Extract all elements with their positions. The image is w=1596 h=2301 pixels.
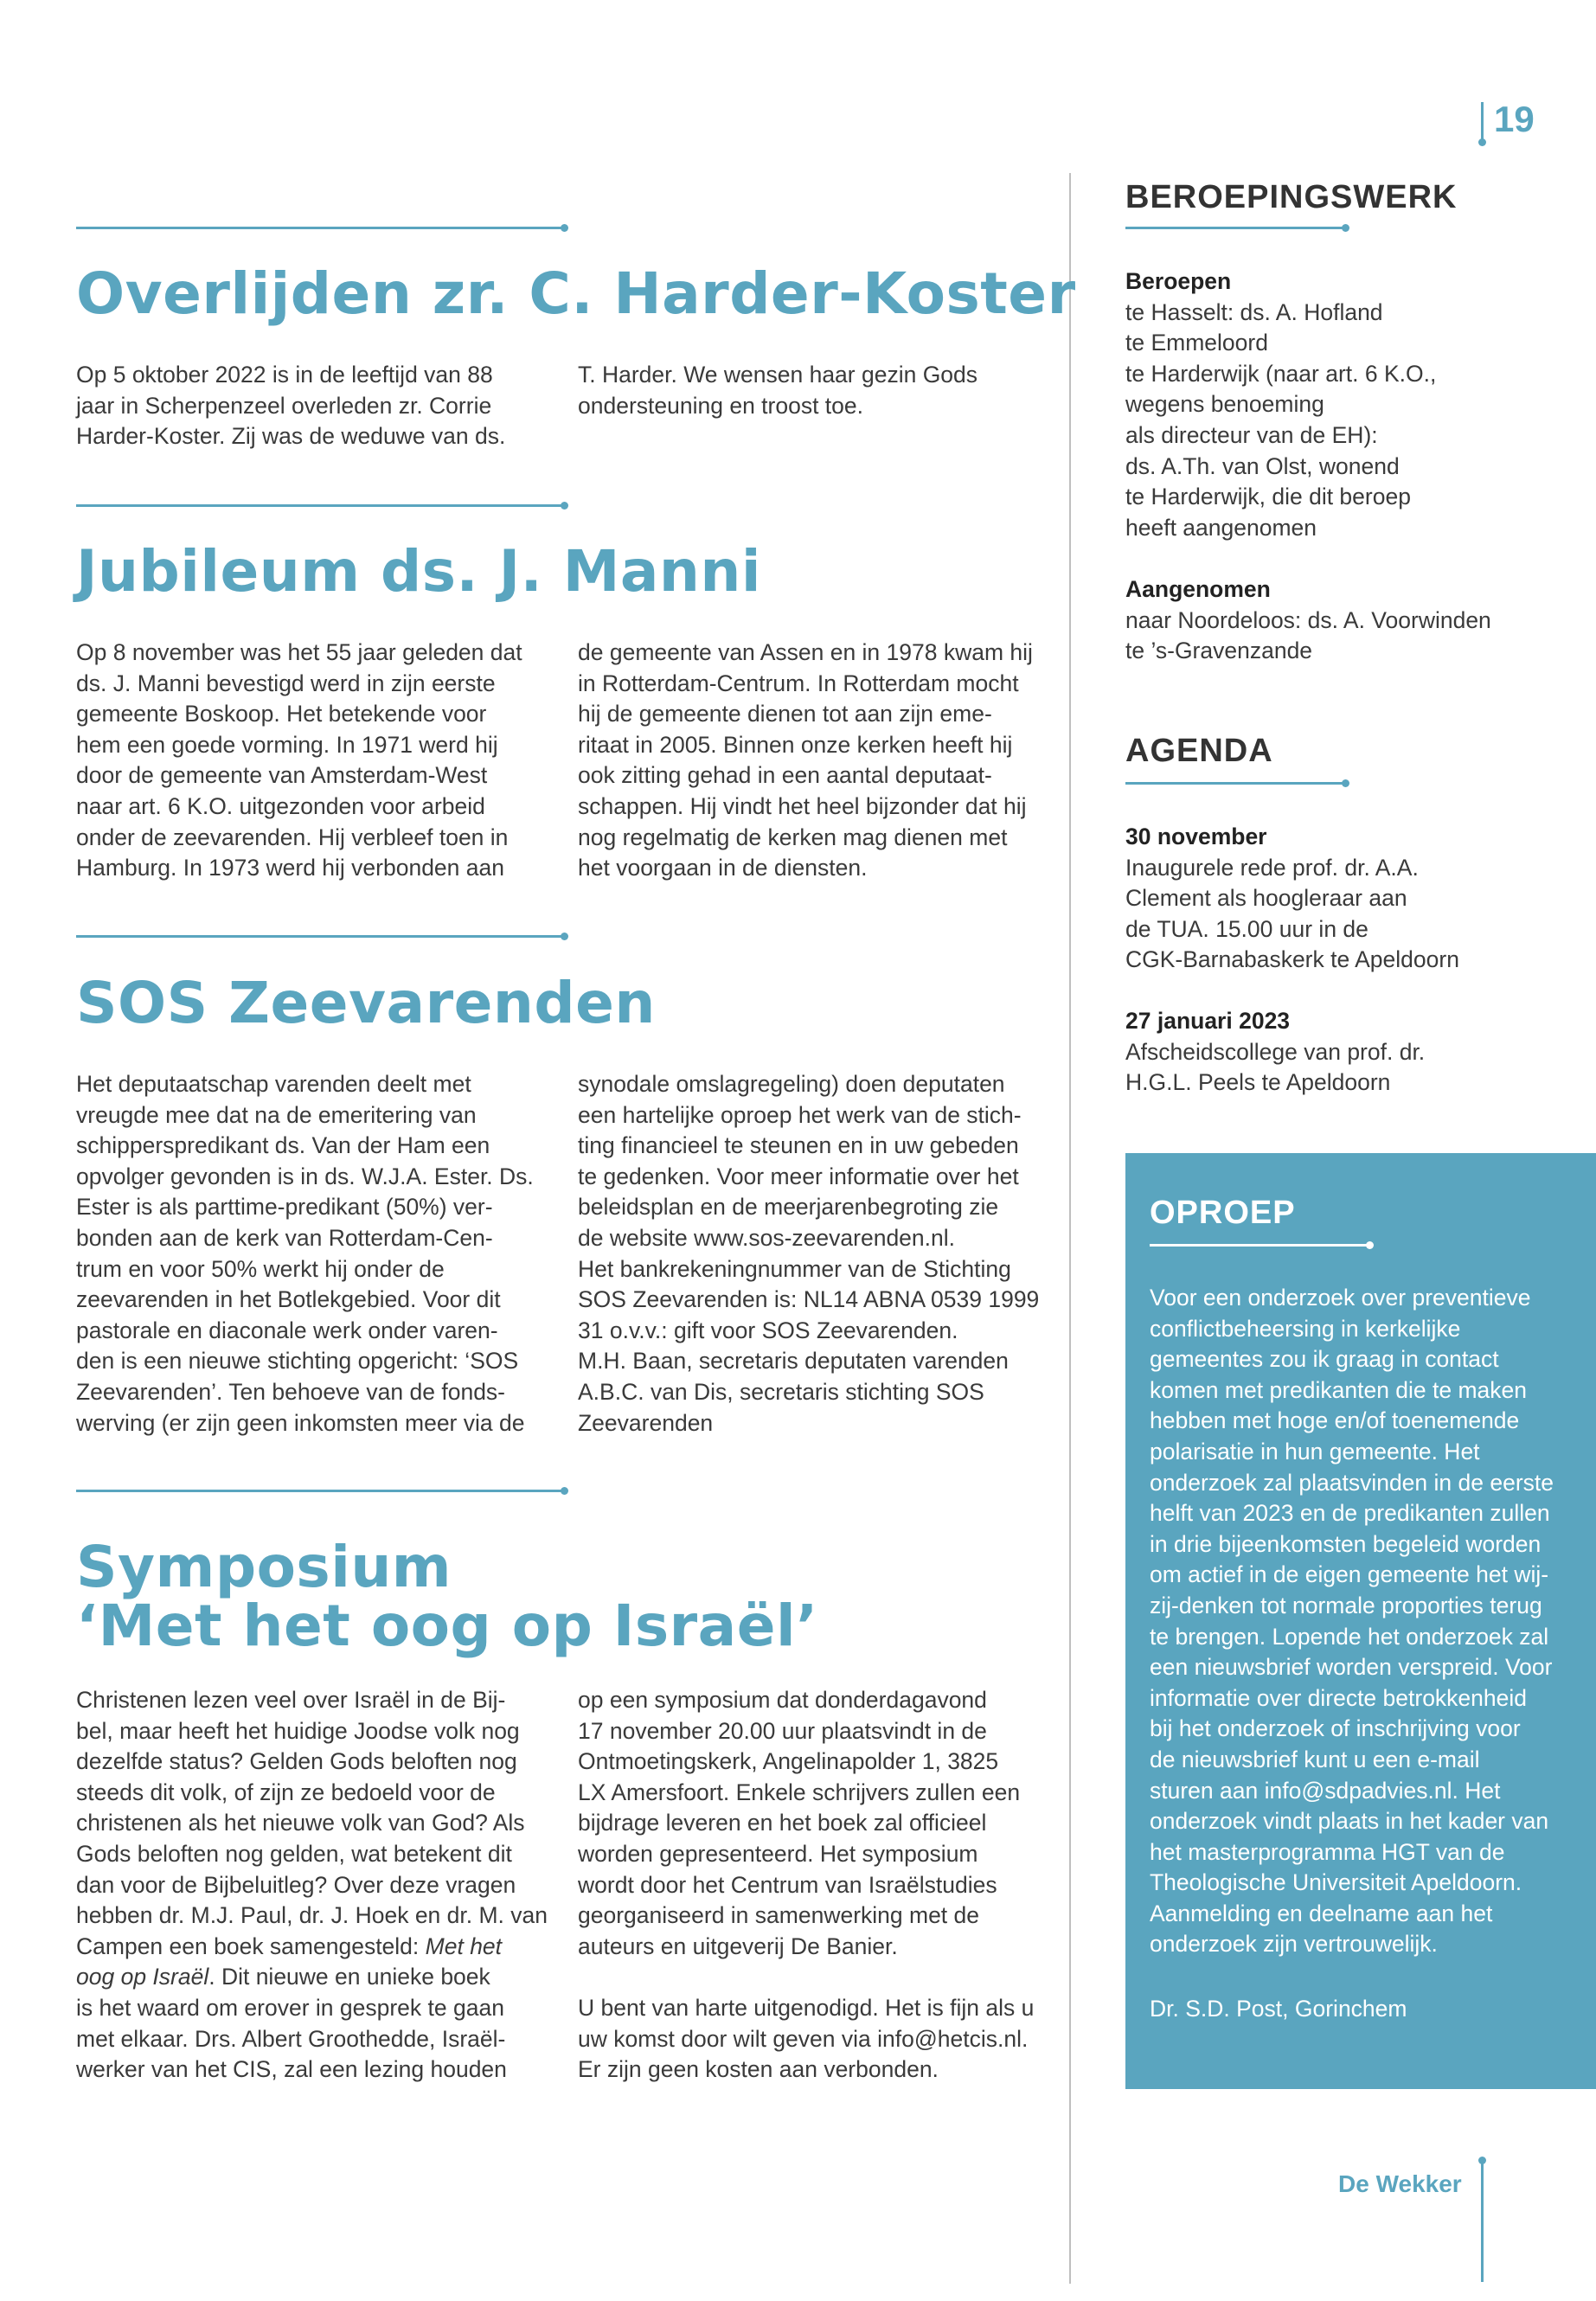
agenda-item [1125, 1006, 1575, 1099]
article-body-jubileum-col1: Op 8 november was het 55 jaar geleden dat ds. J. Manni bevestigd werd in zijn eerste gemeente Boskoop. Het betekende voor hem een goede vorming. In 1971 werd hij door de gemeente van Amsterdam-West naar art. 6 K.O. uitgezonden voor arbeid onder de zeevarenden. Hij verbleef toen in Hamburg. In 1973 werd hij verbonden aan [76, 639, 522, 881]
agenda-date: 27 januari 2023 [1125, 1008, 1291, 1034]
article-body-overlijden-col2: T. Harder. We wensen haar gezin Gods ondersteuning en troost toe. [578, 362, 978, 419]
section-rule [76, 1490, 565, 1492]
article-body-symposium-col1 [76, 1685, 561, 2086]
beroepen-text: te Hasselt: ds. A. Hofland te Emmeloord te Harderwijk (naar art. 6 K.O., wegens benoeming als directeur van de EH): ds. A.Th. van Olst, wonend te Harderwijk, die dit beroep heeft aangenomen [1125, 298, 1437, 541]
oproep-heading: OPROEP [1150, 1195, 1296, 1231]
oproep-signature: Dr. S.D. Post, Gorinchem [1150, 1996, 1407, 2022]
publication-name: De Wekker [1338, 2170, 1462, 2197]
aangenomen-label: Aangenomen [1125, 576, 1271, 602]
article-title-overlijden: Overlijden zr. C. Harder-Koster [76, 260, 1076, 327]
agenda-date: 30 november [1125, 824, 1267, 849]
sidebar-rule [1125, 782, 1346, 785]
article-body-overlijden-col1: Op 5 oktober 2022 is in de leeftijd van 88 jaar in Scherpenzeel overleden zr. Corrie Harder-Koster. Zij was de weduwe van ds. [76, 362, 506, 450]
beroepingswerk-block [1125, 266, 1558, 543]
article-title-symposium: Symposium ‘Met het oog op Israël’ [76, 1534, 818, 1659]
footer-tick [1481, 2161, 1484, 2282]
page-number: 19 [1494, 99, 1535, 139]
article-title-sos: SOS Zeevarenden [76, 970, 656, 1036]
oproep-text: Voor een onderzoek over preventieve conflictbeheersing in kerkelijke gemeentes zou ik graag in contact komen met predikanten die te maken hebben met hoge en/of toenemende polarisatie in hun gemeente. Het onderzoek zal plaatsvinden in de eerste helft van 2023 en de predikanten zullen in drie bijeenkomsten begeleid worden om actief in de eigen gemeente het wij- zij-denken tot normale proporties terug te brengen. Lopende het onderzoek zal een nieuwsbrief worden verspreid. Voor informatie over directe betrokkenheid bij het onderzoek of inschrijving voor de nieuwsbrief kunt u een e-mail sturen aan info@sdpadvies.nl. Het onderzoek vindt plaats in het kader van het masterprogramma HGT van de Theologische Universiteit Apeldoorn. Aanmelding en deelname aan het onderzoek zijn vertrouwelijk. [1150, 1285, 1554, 1958]
section-rule [76, 935, 565, 938]
article-body-sos-col1: Het deputaatschap varenden deelt met vreugde mee dat na de emeritering van schipperspredikant ds. Van der Ham een opvolger gevonden is in ds. W.J.A. Ester. Ds. Ester is als parttime-predikant (50%) ver- bonden aan de kerk van Rotterdam-Cen- trum en voor 50% werkt hij onder de zeevarenden in het Botlekgebied. Voor dit pastorale en diaconale werk onder varen- den is een nieuwe stichting opgericht: ‘SOS Zeevarenden’. Ten behoeve van de fonds- werving (er zijn geen inkomsten meer via de [76, 1071, 534, 1436]
agenda-text: Inaugurele rede prof. dr. A.A. Clement als hoogleraar aan de TUA. 15.00 uur in de CGK-Barnabaskerk te Apeldoorn [1125, 854, 1459, 973]
sidebar-rule [1150, 1244, 1370, 1247]
sidebar-rule [1125, 227, 1346, 229]
symposium-text-a: Christenen lezen veel over Israël in de Bij- bel, maar heeft het huidige Joodse volk nog dezelfde status? Gelden Gods beloften nog steeds dit volk, of zijn ze bedoeld voor de christenen als het nieuwe volk van God? Als Gods beloften nog gelden, wat betekent dit dan voor de Bijbeluitleg? Over deze vragen hebben dr. M.J. Paul, dr. J. Hoek en dr. M. van Campen een boek samengesteld: [76, 1687, 548, 1959]
article-title-jubileum: Jubileum ds. J. Manni [76, 538, 762, 605]
agenda-heading: AGENDA [1125, 733, 1273, 769]
agenda-text: Afscheidscollege van prof. dr. H.G.L. Peels te Apeldoorn [1125, 1038, 1426, 1096]
beroepingswerk-heading: BEROEPINGSWERK [1125, 179, 1458, 215]
symposium-text-b: . Dit nieuwe en unieke boek is het waard om erover in gesprek te gaan met elkaar. Drs. Albert Groothedde, Israël- werker van het CIS, zal een lezing houden [76, 1964, 507, 2083]
article-body-sos-col2: synodale omslagregeling) doen deputaten een hartelijke oproep het werk van de stich- ting financieel te steunen en in uw gebeden te gedenken. Voor meer informatie over het beleidsplan en de meerjarenbegroting zie de website www.sos-zeevarenden.nl. Het bankrekeningnummer van de Stichting SOS Zeevarenden is: NL14 ABNA 0539 1999 31 o.v.v.: gift voor SOS Zeevarenden. M.H. Baan, secretaris deputaten varenden A.B.C. van Dis, secretaris stichting SOS Zeevarenden [578, 1071, 1040, 1436]
book-title-part2: oog op Israël [76, 1964, 209, 1990]
page-number-tick [1481, 102, 1484, 142]
beroepen-label: Beroepen [1125, 268, 1232, 294]
book-title-part1: Met het [425, 1932, 503, 1959]
aangenomen-text: naar Noordeloos: ds. A. Voorwinden te ’s-Gravenzande [1125, 606, 1491, 664]
article-body-symposium-col2: op een symposium dat donderdagavond 17 november 20.00 uur plaatsvindt in de Ontmoetingskerk, Angelinapolder 1, 3825 LX Amersfoort. Enkele schrijvers zullen een bijdrage leveren en het boek zal officieel worden gepresenteerd. Het symposium wordt door het Centrum van Israëlstudies georganiseerd in samenwerking met de auteurs en uitgeverij De Banier. U bent van harte uitgenodigd. Het is fijn als u uw komst door wilt geven via info@hetcis.nl. Er zijn geen kosten aan verbonden. [578, 1687, 1035, 2083]
column-divider [1069, 173, 1071, 2284]
section-rule [76, 227, 565, 229]
oproep-box [1125, 1153, 1596, 2089]
article-body-jubileum-col2: de gemeente van Assen en in 1978 kwam hij in Rotterdam-Centrum. In Rotterdam mocht hij de gemeente dienen tot aan zijn eme- ritaat in 2005. Binnen onze kerken heeft hij ook zitting gehad in een aantal deputaat- schappen. Hij vindt het heel bijzonder dat hij nog regelmatig de kerken mag dienen met het voorgaan in de diensten. [578, 639, 1033, 881]
agenda-item [1125, 822, 1575, 976]
aangenomen-block [1125, 574, 1575, 667]
section-rule [76, 504, 565, 507]
